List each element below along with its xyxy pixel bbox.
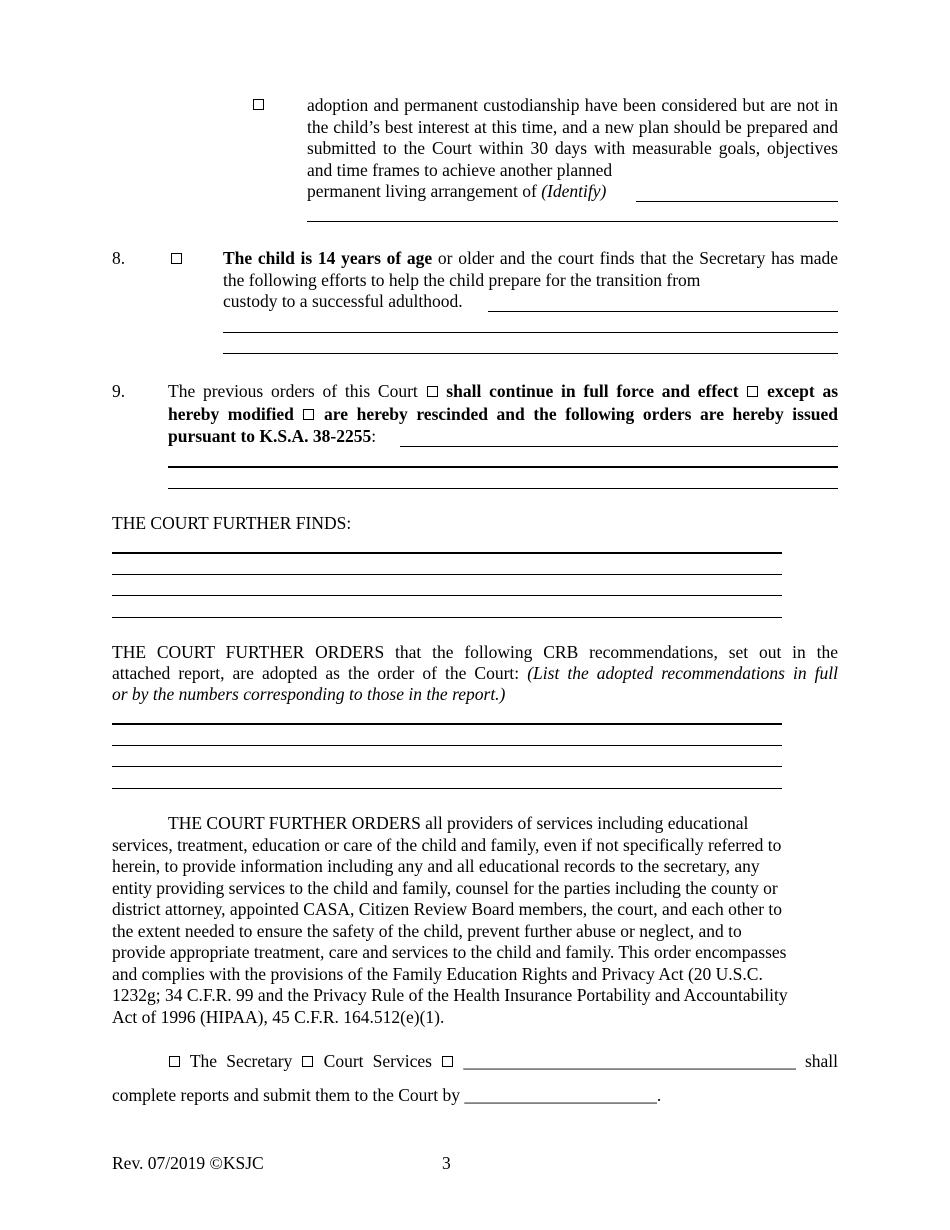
other-reporter-blank[interactable]: ______________________________________	[463, 1051, 796, 1071]
other-reporter-checkbox[interactable]	[442, 1056, 453, 1067]
page-number: 3	[442, 1153, 451, 1173]
providers-line: provide appropriate treatment, care and services to the child and family. This order encompasses	[112, 942, 787, 962]
adoption-option-text: adoption and permanent custodianship have been considered but are not in the child’s best interest at this time, and a new plan should be prepared and submitted to the Court within 30 days with measurable goals, objectives and time frames to achieve another planned	[307, 95, 838, 180]
crb-blank-line-1[interactable]	[112, 723, 782, 725]
providers-line: 1232g; 34 C.F.R. 99 and the Privacy Rule of the Health Insurance Portability and Accountability	[112, 985, 788, 1005]
providers-line: Act of 1996 (HIPAA), 45 C.F.R. 164.512(e)(1).	[112, 1006, 445, 1027]
item-8-blank-line-3[interactable]	[223, 353, 838, 354]
providers-line: services, treatment, education or care of the child and family, even if not specifically referred to	[112, 834, 782, 855]
revision-footer: Rev. 07/2019 ©KSJC	[112, 1153, 264, 1173]
reports-line-1: The Secretary Court Services ______________________________________ shall	[168, 1051, 838, 1073]
item-9-blank-line-2[interactable]	[168, 466, 838, 468]
providers-line: and complies with the provisions of the Family Education Rights and Privacy Act (20 U.S.C.	[112, 963, 763, 984]
court-services-checkbox[interactable]	[302, 1056, 313, 1067]
secretary-checkbox[interactable]	[169, 1056, 180, 1067]
item-8-number: 8.	[112, 248, 126, 268]
item-8-text: The child is 14 years of age or older and the court finds that the Secretary has made the following efforts to help the child prepare for the transition from	[223, 248, 838, 290]
finds-blank-line-3[interactable]	[112, 595, 782, 596]
item-8-blank-line-1[interactable]	[488, 311, 838, 312]
item-9-blank-line-3[interactable]	[168, 488, 838, 489]
finds-blank-line-1[interactable]	[112, 552, 782, 554]
adoption-checkbox[interactable]	[253, 99, 264, 110]
crb-blank-line-2[interactable]	[112, 745, 782, 746]
item-9-number: 9.	[112, 381, 126, 401]
finds-blank-line-4[interactable]	[112, 617, 782, 618]
providers-orders-paragraph	[112, 813, 842, 1028]
item-9-blank-line-1[interactable]	[400, 446, 838, 447]
reports-line-2: complete reports and submit them to the Court by ______________________.	[112, 1085, 662, 1105]
crb-blank-line-3[interactable]	[112, 766, 782, 767]
identify-blank-line[interactable]	[636, 201, 838, 202]
providers-line: THE COURT FURTHER ORDERS all providers of services including educational	[168, 813, 749, 833]
rescinded-checkbox[interactable]	[303, 409, 314, 420]
item-9-line-2: hereby modified are hereby rescinded and the following orders are hereby issued	[168, 404, 839, 424]
further-finds-heading: THE COURT FURTHER FINDS:	[112, 513, 352, 533]
providers-line: herein, to provide information including any and all educational records to the secretary, any	[112, 856, 760, 876]
crb-orders-line-1: THE COURT FURTHER ORDERS that the following CRB recommendations, set out in the	[112, 642, 838, 662]
item-9-line-1: The previous orders of this Court shall continue in full force and effect except as	[168, 381, 838, 401]
crb-orders-line-2: attached report, are adopted as the order of the Court: (List the adopted recommendations in full	[112, 663, 839, 683]
item-8-last-line: custody to a successful adulthood.	[223, 291, 463, 311]
continue-checkbox[interactable]	[427, 386, 438, 397]
providers-line: district attorney, appointed CASA, Citizen Review Board members, the court, and each other to	[112, 899, 783, 919]
adoption-option-last-line: permanent living arrangement of (Identify)	[307, 181, 607, 201]
item-8-blank-line-2[interactable]	[223, 332, 838, 333]
identify-blank-line-2[interactable]	[307, 221, 838, 222]
item-8-checkbox[interactable]	[171, 253, 182, 264]
crb-orders-line-3: or by the numbers corresponding to those in the report.)	[112, 684, 506, 704]
modified-checkbox[interactable]	[747, 386, 758, 397]
item-9-line-3: pursuant to K.S.A. 38-2255:	[168, 426, 377, 446]
providers-line: the extent needed to ensure the safety of the child, prevent further abuse or neglect, and to	[112, 920, 742, 941]
providers-line: entity providing services to the child and family, counsel for the parties including the county or	[112, 877, 778, 898]
finds-blank-line-2[interactable]	[112, 574, 782, 575]
crb-blank-line-4[interactable]	[112, 788, 782, 789]
